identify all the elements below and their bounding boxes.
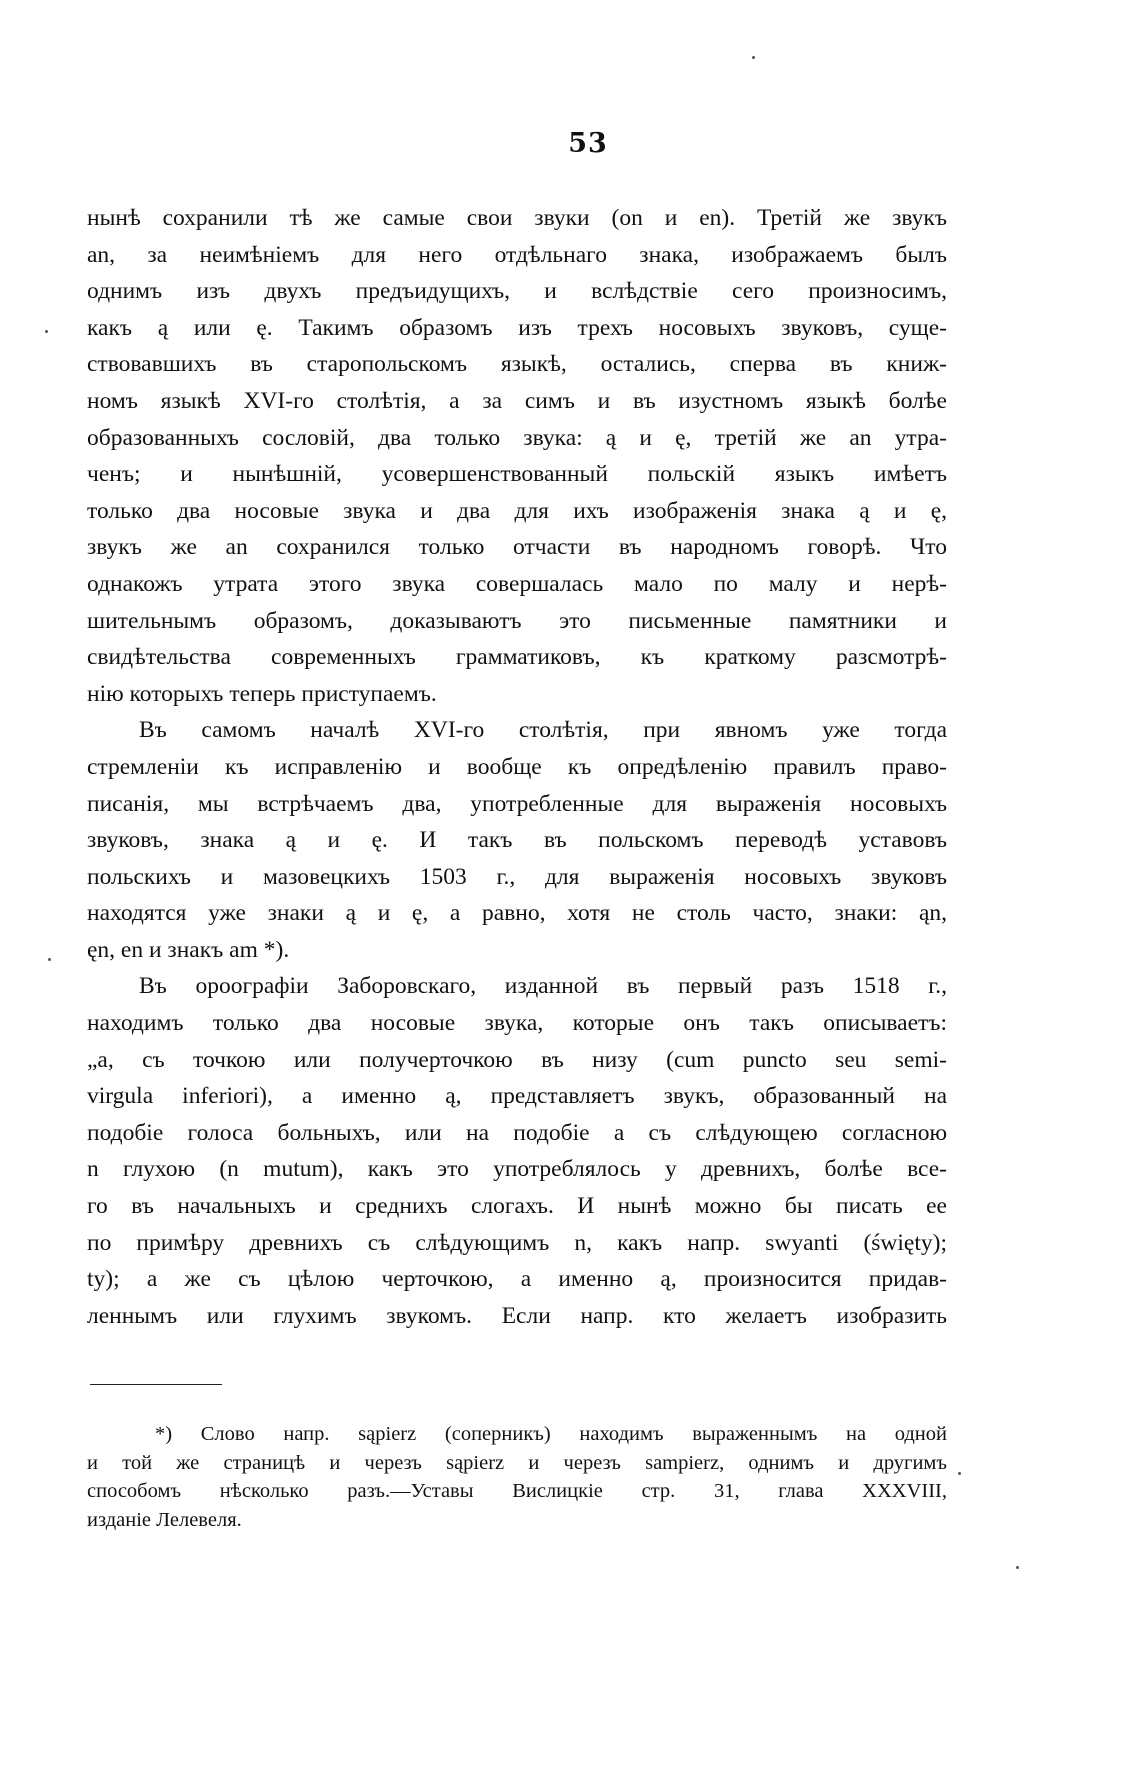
text-line: образованныхъ сословій, два только звука: ą и ę, третій же an утра- [87, 424, 947, 451]
text-line: virgula inferiori), а именно ą, представляетъ звукъ, образованный на [87, 1083, 947, 1110]
scan-speck [752, 56, 755, 59]
text-line: писанія, мы встрѣчаемъ два, употребленные для выраженія носовыхъ [87, 790, 947, 817]
text-line: леннымъ или глухимъ звукомъ. Если напр. кто желаетъ изобразить [87, 1302, 947, 1329]
footnote [87, 1420, 947, 1534]
text-line: номъ языкѣ XVI-го столѣтія, а за симъ и въ изустномъ языкѣ болѣе [87, 387, 947, 414]
text-line: ченъ; и нынѣшній, усовершенствованный польскій языкъ имѣетъ [87, 461, 947, 488]
text-line: n глухою (n mutum), какъ это употреблялось у древнихъ, болѣе все- [87, 1156, 947, 1183]
text-line: Въ самомъ началѣ XVI-го столѣтія, при явномъ уже тогда [139, 717, 947, 744]
paragraph-2 [87, 712, 947, 968]
footnote-line: и той же страницѣ и черезъ sąpierz и черезъ sampierz, однимъ и другимъ [87, 1451, 947, 1474]
paragraph-1 [87, 200, 947, 712]
text-line: однакожъ утрата этого звука совершалась мало по малу и нерѣ- [87, 570, 947, 597]
text-line: „a, съ точкою или получерточкою въ низу (cum puncto seu semi- [87, 1046, 947, 1073]
body-text [87, 200, 947, 1334]
footnote-line: способомъ нѣсколько разъ.—Уставы Вислицкіе стр. 31, глава XXXVIII, [87, 1480, 947, 1502]
text-line: нынѣ сохранили тѣ же самые свои звуки (on и en). Третій же звукъ [87, 205, 947, 231]
text-line: находятся уже знаки ą и ę, а равно, хотя не столь часто, знаки: ąn, [87, 900, 947, 927]
footnote-line: изданіе Лелевеля. [87, 1508, 242, 1531]
text-line: шительнымъ образомъ, доказываютъ это письменные памятники и [87, 607, 947, 634]
text-line: только два носовые звука и два для ихъ изображенія знака ą и ę, [87, 497, 947, 524]
text-line: какъ ą или ę. Такимъ образомъ изъ трехъ носовыхъ звуковъ, суще- [87, 314, 947, 341]
text-line: звукъ же an сохранился только отчасти въ народномъ говорѣ. Что [87, 534, 947, 561]
scan-speck [48, 958, 51, 961]
text-line: свидѣтельства современныхъ грамматиковъ, къ краткому разсмотрѣ- [87, 644, 947, 671]
text-line: польскихъ и мазовецкихъ 1503 г., для выраженія носовыхъ звуковъ [87, 863, 947, 890]
text-line: подобіе голоса больныхъ, или на подобіе a съ слѣдующею согласною [87, 1119, 947, 1146]
page-number: 53 [568, 128, 608, 159]
scan-speck [45, 330, 48, 333]
paragraph-3 [87, 968, 947, 1334]
text-line: ствовавшихъ въ старопольскомъ языкѣ, остались, сперва въ книж- [87, 351, 947, 378]
text-line: го въ начальныхъ и среднихъ слогахъ. И нынѣ можно бы писать ее [87, 1193, 947, 1220]
text-line: ęn, en и знакъ am *). [87, 936, 290, 963]
text-line: нію которыхъ теперь приступаемъ. [87, 680, 437, 707]
text-line: an, за неимѣніемъ для него отдѣльнаго знака, изображаемъ былъ [87, 241, 947, 268]
text-line: по примѣру древнихъ съ слѣдующимъ n, какъ напр. swyanti (święty); [87, 1229, 947, 1256]
text-line: звуковъ, знака ą и ę. И такъ въ польскомъ переводѣ уставовъ [87, 827, 947, 854]
text-line: стремленіи къ исправленію и вообще къ опредѣленію правилъ право- [87, 753, 947, 780]
text-line: находимъ только два носовые звука, которые онъ такъ описываетъ: [87, 1010, 947, 1037]
scan-speck [1016, 1566, 1019, 1569]
footnote-line: *) Слово напр. sąpierz (соперникъ) находимъ выраженнымъ на одной [155, 1423, 947, 1445]
text-line: Въ ороографіи Заборовскаго, изданной въ первый разъ 1518 г., [139, 973, 947, 1000]
scan-speck [958, 1472, 961, 1475]
footnote-divider [90, 1384, 222, 1385]
text-line: однимъ изъ двухъ предъидущихъ, и вслѣдствіе сего произносимъ, [87, 278, 947, 305]
text-line: ty); a же съ цѣлою черточкою, а именно ą, произносится придав- [87, 1266, 947, 1293]
